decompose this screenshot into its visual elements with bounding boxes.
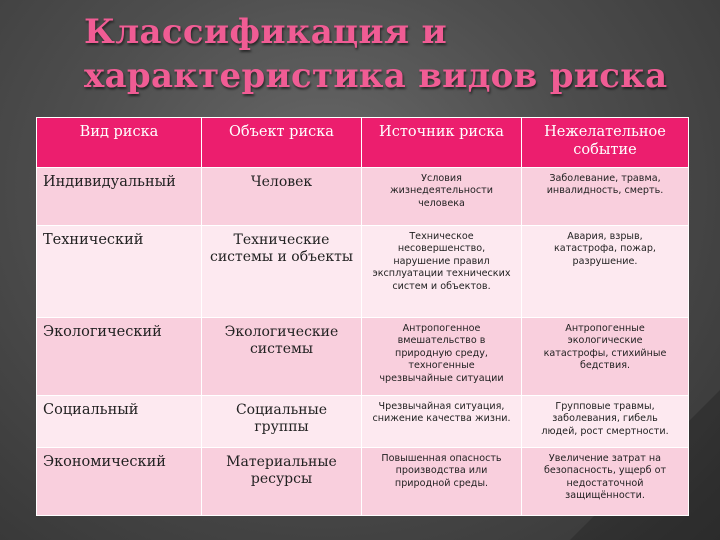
- cell-risk-source: Условия жизнедеятельности человека: [362, 168, 522, 226]
- table-row: [37, 396, 689, 448]
- cell-undesired-event: Групповые травмы, заболевания, гибель людей, рост смертности.: [522, 396, 689, 448]
- cell-risk-object: Технические системы и объекты: [202, 226, 362, 318]
- slide-title: Классификация и характеристика видов риска: [84, 12, 668, 96]
- cell-undesired-event: Увеличение затрат на безопасность, ущерб от недостаточной защищённости.: [522, 448, 689, 516]
- cell-risk-source: Повышенная опасность производства или природной среды.: [362, 448, 522, 516]
- cell-risk-object: Человек: [202, 168, 362, 226]
- cell-risk-source: Антропогенное вмешательство в природную среду, техногенные чрезвычайные ситуации: [362, 318, 522, 396]
- cell-risk-type: Экологический: [37, 318, 202, 396]
- table-row: [37, 318, 689, 396]
- cell-risk-source: Чрезвычайная ситуация, снижение качества жизни.: [362, 396, 522, 448]
- cell-risk-source: Техническое несовершенство, нарушение правил эксплуатации технических систем и объектов.: [362, 226, 522, 318]
- header-undesired-event: Нежелательное событие: [522, 118, 689, 168]
- table-row: [37, 168, 689, 226]
- cell-risk-object: Экологические системы: [202, 318, 362, 396]
- table-header-row: [37, 118, 689, 168]
- table-row: [37, 226, 689, 318]
- cell-risk-object: Социальные группы: [202, 396, 362, 448]
- cell-undesired-event: Авария, взрыв, катастрофа, пожар, разрушение.: [522, 226, 689, 318]
- cell-risk-type: Экономический: [37, 448, 202, 516]
- risk-classification-table: [36, 117, 689, 516]
- header-risk-object: Объект риска: [202, 118, 362, 168]
- cell-risk-type: Социальный: [37, 396, 202, 448]
- cell-undesired-event: Заболевание, травма, инвалидность, смерть.: [522, 168, 689, 226]
- cell-risk-type: Технический: [37, 226, 202, 318]
- header-risk-type: Вид риска: [37, 118, 202, 168]
- table-row: [37, 448, 689, 516]
- cell-risk-type: Индивидуальный: [37, 168, 202, 226]
- cell-undesired-event: Антропогенные экологические катастрофы, стихийные бедствия.: [522, 318, 689, 396]
- header-risk-source: Источник риска: [362, 118, 522, 168]
- cell-risk-object: Материальные ресурсы: [202, 448, 362, 516]
